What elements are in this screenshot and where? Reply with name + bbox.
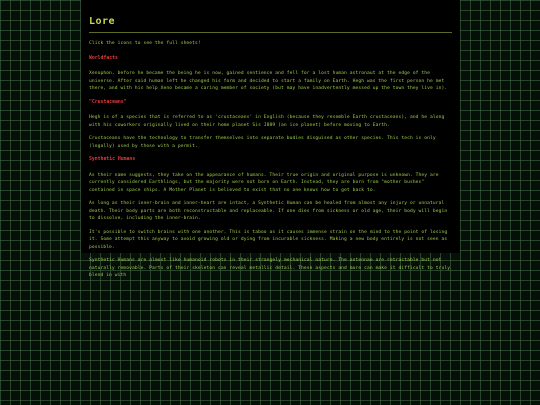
section-paragraph: It's possible to switch brains with one another. This is taboo as it causes immense strain on the mind to the point of losing it. Some attempt this anyway to avoid growing old or dying from incurable sickness. Making a new body entirely is not seen as possible.: [89, 229, 448, 250]
section-paragraph: Synthetic Humans are almost like humanoid robots in their strangely mechanical nature. The antennae are retractable but not naturally removable. Parts of their skeleton can reveal metallic detail. These aspects and more can make it difficult to truly blend in with: [89, 258, 451, 278]
section-paragraph: Crustaceans have the technology to transfer themselves into separate bodies disguised as other species. This tech is only (legally) used by those with a permit.: [89, 136, 436, 149]
section-paragraph: Xenophon, before he became the being he is now, gained sentience and fell for a lost human astronaut at the edge of the universe. After said human left he changed his form and decided to start a family on Earth. Hegh was the first person he met there, and with his help Xeno became a caring member of society (but may have inadvertently messed up the town they live in).: [89, 71, 448, 91]
section-heading-synthetic-humans: Synthetic Humans: [89, 157, 136, 162]
title-divider: [89, 32, 452, 33]
section-heading-worldfacts: Worldfacts: [89, 55, 118, 61]
section-paragraph: As their name suggests, they take on the appearance of humans. Their true origin and original purpose is unknown. They are currently considered Earthlings, but the majority were not born on Earth. Instead, they are born from "mother bushes" contained in space ships. A Mother Planet is believed to exist that no one knows how to get back to.: [89, 172, 439, 193]
section-paragraph: As long as their inner-brain and inner-heart are intact, a Synthetic Human can be healed from almost any injury or unnatural death. Their body parts are both reconstructable and replaceable. If one dies from sickness or old age, their body will begin to dissolve, including the inner-brain.: [89, 201, 448, 221]
section-paragraph: Hegh is of a species that is referred to as 'crustaceans' in English (because they resemble Earth crustaceans), and he along with his coworkers originally lived on their home planet Sis J889 (an ice planet) before moving to Earth.: [89, 115, 445, 128]
intro-text: Click the icons to see the full sheets!: [89, 41, 201, 46]
lore-panel: [81, 0, 460, 278]
page-title: Lore: [89, 16, 116, 27]
section-heading-crustaceans: "Crustaceans": [89, 99, 127, 105]
